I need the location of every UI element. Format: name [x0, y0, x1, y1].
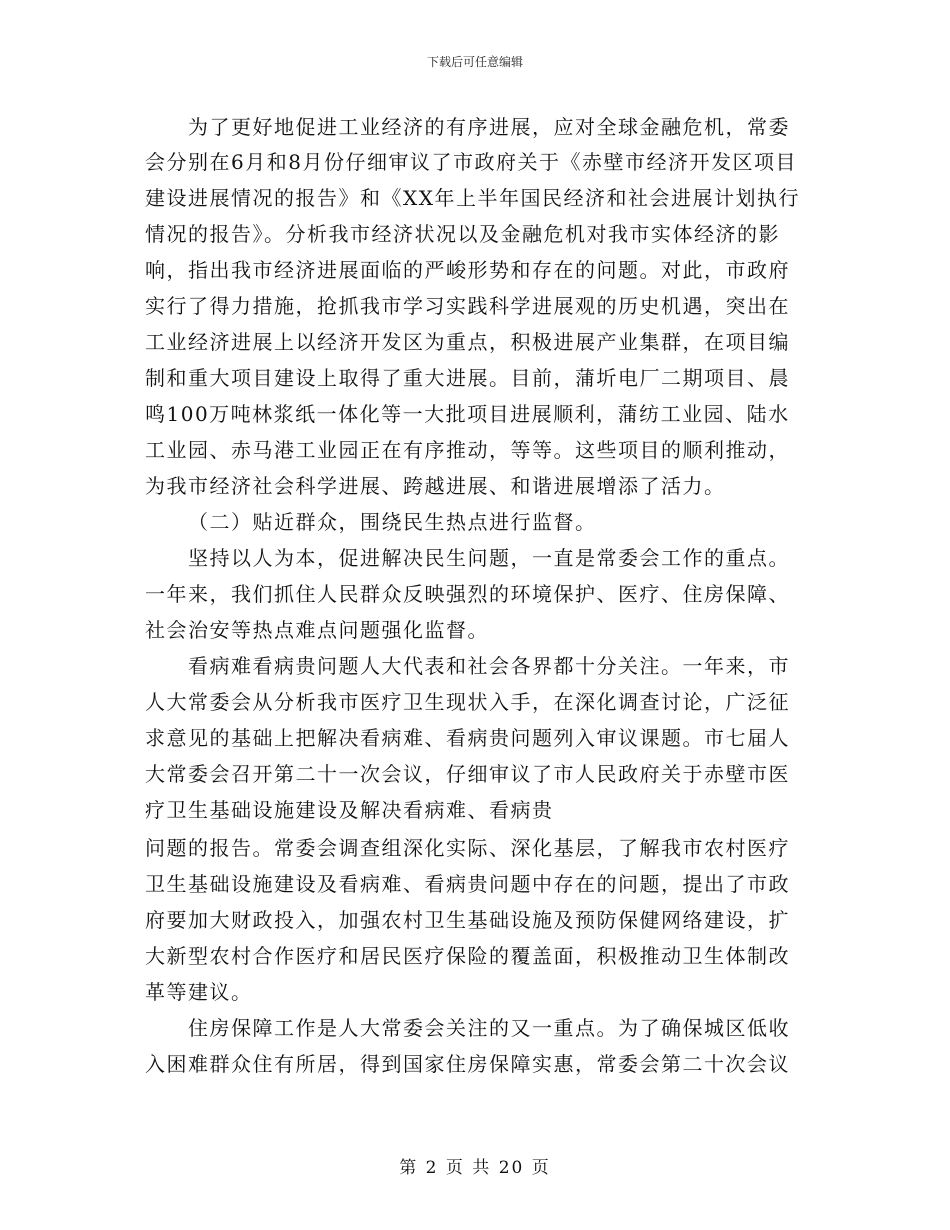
- text-line: 府要加大财政投入，加强农村卫生基础设施及预防保健网络建设，扩: [145, 908, 790, 932]
- text-line: 入困难群众住有所居，得到国家住房保障实惠，常委会第二十次会议: [145, 1052, 790, 1076]
- text-line: 求意见的基础上把解决看病难、看病贵问题列入审议课题。市七届人: [145, 726, 790, 750]
- text-line: 坚持以人为本，促进解决民生问题，一直是常委会工作的重点。: [188, 546, 790, 570]
- text-line: 卫生基础设施建设及看病难、看病贵问题中存在的问题，提出了市政: [145, 872, 790, 896]
- section-heading: （二）贴近群众，围绕民生热点进行监督。: [188, 510, 597, 534]
- text-line: 大新型农村合作医疗和居民医疗保险的覆盖面，积极推动卫生体制改: [145, 944, 790, 968]
- page-header: 下载后可任意编辑: [426, 55, 523, 69]
- text-line: 为了更好地促进工业经济的有序进展，应对全球金融危机，常委: [188, 115, 790, 139]
- text-line: 社会治安等热点难点问题强化监督。: [145, 618, 489, 642]
- text-line: 建设进展情况的报告》和《XX年上半年国民经济和社会进展计划执行: [145, 186, 800, 210]
- text-line: 革等建议。: [145, 980, 253, 1004]
- text-line: 一年来，我们抓住人民群众反映强烈的环境保护、医疗、住房保障、: [145, 582, 790, 606]
- text-line: 住房保障工作是人大常委会关注的又一重点。为了确保城区低收: [188, 1016, 790, 1040]
- text-line: 制和重大项目建设上取得了重大进展。目前，蒲圻电厂二期项目、晨: [145, 366, 790, 390]
- text-line: 工业园、赤马港工业园正在有序推动，等等。这些项目的顺利推动，: [145, 438, 790, 462]
- page-number-footer: 第 2 页 共 20 页: [399, 1158, 551, 1178]
- text-line: 看病难看病贵问题人大代表和社会各界都十分关注。一年来，市: [188, 654, 790, 678]
- text-line: 响，指出我市经济进展面临的严峻形势和存在的问题。对此，市政府: [145, 258, 790, 282]
- text-line: 鸣100万吨林浆纸一体化等一大批项目进展顺利，蒲纺工业园、陆水: [145, 402, 790, 426]
- text-line: 大常委会召开第二十一次会议，仔细审议了市人民政府关于赤壁市医: [145, 762, 790, 786]
- text-line: 情况的报告》。分析我市经济状况以及金融危机对我市实体经济的影: [145, 222, 780, 246]
- text-line: 工业经济进展上以经济开发区为重点，积极进展产业集群，在项目编: [145, 330, 790, 354]
- text-line: 会分别在6月和8月份仔细审议了市政府关于《赤壁市经济开发区项目: [145, 150, 797, 174]
- text-line: 人大常委会从分析我市医疗卫生现状入手，在深化调查讨论，广泛征: [145, 690, 790, 714]
- text-line: 问题的报告。常委会调查组深化实际、深化基层，了解我市农村医疗: [145, 836, 790, 860]
- text-line: 实行了得力措施，抢抓我市学习实践科学进展观的历史机遇，突出在: [145, 294, 790, 318]
- text-line: 疗卫生基础设施建设及解决看病难、看病贵: [145, 798, 554, 822]
- text-line: 为我市经济社会科学进展、跨越进展、和谐进展增添了活力。: [145, 474, 726, 498]
